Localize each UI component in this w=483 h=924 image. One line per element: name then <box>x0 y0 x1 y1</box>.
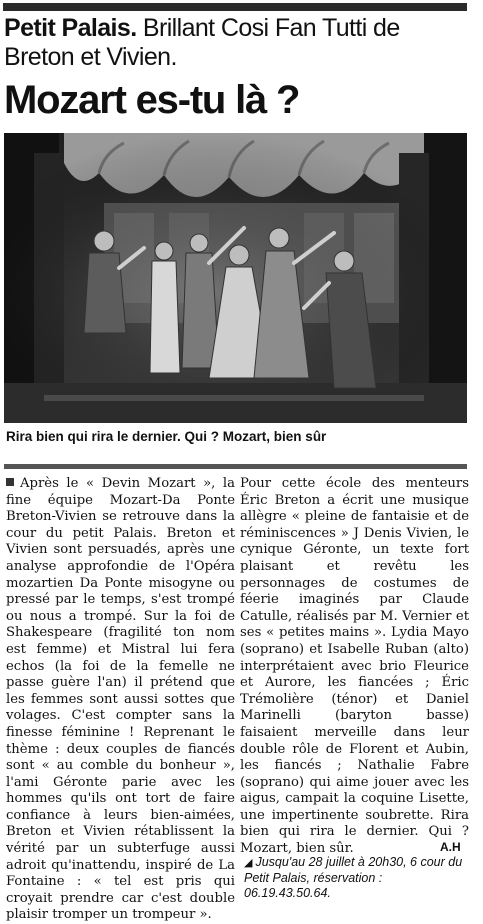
stage-photo <box>4 133 467 423</box>
article-text-left: Après le « Devin Mozart », la fine équipe Mozart-Da Ponte Breton-Vivien se retrouve dans la cour du petit Palais. Breton et Vivien sont persuadés, après une analyse approfondie de l'Opéra mozartien Da Ponte misogyne ou pressé par le temps, s'est trompé ou nous a trompé. Sur la foi de Shakespeare (fragilité ton nom est femme) et Mistral lui fera echos (la foi de la femelle ne passe guère l'an) il prétend que les femmes sont aussi sottes que volages. C'est compter sans la finesse féminine ! Reprenant le thème : deux couples de fiancés sont « au comble du bonheur », l'ami Géronte parie avec les hommes qu'ils ont tort de faire confiance à leurs bien-aimées, Breton et Vivien rétablissent la vérité par un subterfuge aussi adroit qu'inattendu, inspiré de La Fontaine : « tel est pris qui croyait prendre car c'est double plaisir tromper un trompeur ». <box>6 476 235 923</box>
headline: Mozart es-tu là ? <box>4 78 300 122</box>
stage-photo-illustration <box>4 133 467 423</box>
paragraph-bullet-icon <box>6 478 14 486</box>
venue-label: Petit Palais. <box>4 14 137 42</box>
kicker-text: Brillant Cosi Fan Tutti de Breton et Vivien. <box>4 14 400 71</box>
author-signature: A.H <box>440 840 461 854</box>
top-rule <box>3 3 467 11</box>
separator-rule <box>4 464 467 469</box>
practical-info-text: Jusqu'au 28 juillet à 20h30, 6 cour du Petit Palais, réservation : 06.19.43.50.64. <box>244 855 463 900</box>
article-text-right: Pour cette école des menteurs Éric Breton a écrit une musique allègre « pleine de fantaisie et de réminiscences » J Denis Vivien, le cynique Géronte, un texte fort plaisant et revêtu les personnages de costumes de féerie imaginés par Claude Catulle, réalisés par M. Vernier et ses « petites mains ». Lydia Mayo (soprano) et Isabelle Ruban (alto) interprétaient avec brio Fleurice et Aurore, les fiancées ; Éric Trémolière (ténor) et Daniel Marinelli (baryton basse) faisaient merveille dans leur double rôle de Florent et Aubin, les fiancés ; Nathalie Fabre (soprano) qui aime jouer avec les aigus, campait la coquine Lisette, une impertinente soubrette. Rira bien qui rira le dernier. Qui ? Mozart, bien sûr. <box>240 476 469 857</box>
arrow-icon: ◢ <box>244 857 253 869</box>
article-column-left <box>6 476 235 924</box>
photo-caption: Rira bien qui rira le dernier. Qui ? Mozart, bien sûr <box>6 429 327 444</box>
article-column-right <box>240 476 469 858</box>
practical-info <box>244 855 472 901</box>
kicker <box>4 14 474 72</box>
